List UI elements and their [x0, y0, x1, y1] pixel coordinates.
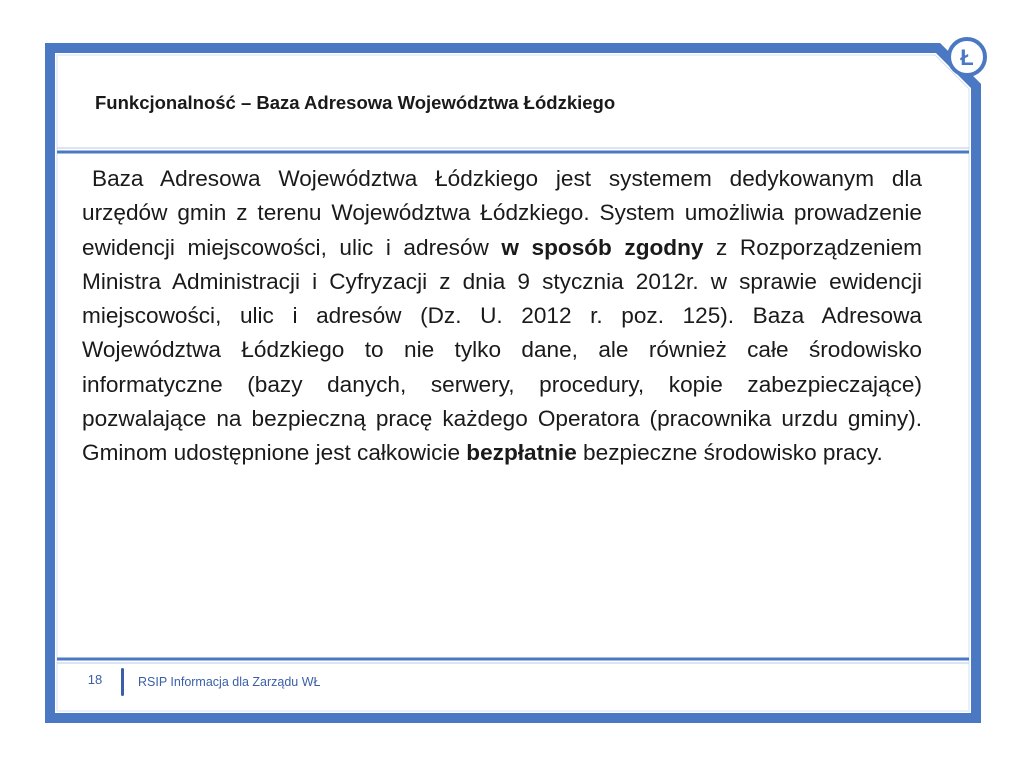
logo-icon	[946, 36, 988, 78]
footer-caption: RSIP Informacja dla Zarządu WŁ	[138, 675, 321, 689]
body-text-bold-compliant: w sposób zgodny	[501, 234, 704, 260]
body-text-part3: bezpieczne środowisko pracy.	[576, 440, 883, 466]
logo-letter: Ł	[960, 45, 974, 70]
slide-title: Funkcjonalność – Baza Adresowa Województwa Łódzkiego	[95, 92, 616, 113]
footer-separator	[121, 668, 124, 696]
body-paragraph	[82, 162, 922, 471]
body-text-part2: z Rozporządzeniem Ministra Administracji i Cyfryzacji z dnia 9 stycznia 2012r. w sprawie ewidencji miejscowości, ulic i adresów (Dz. U. 2012 r. poz. 125). Baza Adresowa Województwa Łódzkiego to nie tylko dane, ale również całe środowisko informatyczne (bazy danych, serwery, procedury, kopie zabezpieczające) pozwalające na bezpieczną pracę każdego Operatora (pracownika urzdu gminy). Gminom udostępnione jest całkowicie	[82, 234, 922, 466]
body-text-bold-free: bezpłatnie	[466, 440, 577, 466]
body-text-part1: Baza Adresowa Województwa Łódzkiego jest systemem dedykowanym dla urzędów gmin z terenu Województwa Łódzkiego. System umożliwia prowadzenie ewidencji miejscowości, ulic i adresów	[82, 166, 922, 260]
page-number: 18	[87, 672, 103, 687]
